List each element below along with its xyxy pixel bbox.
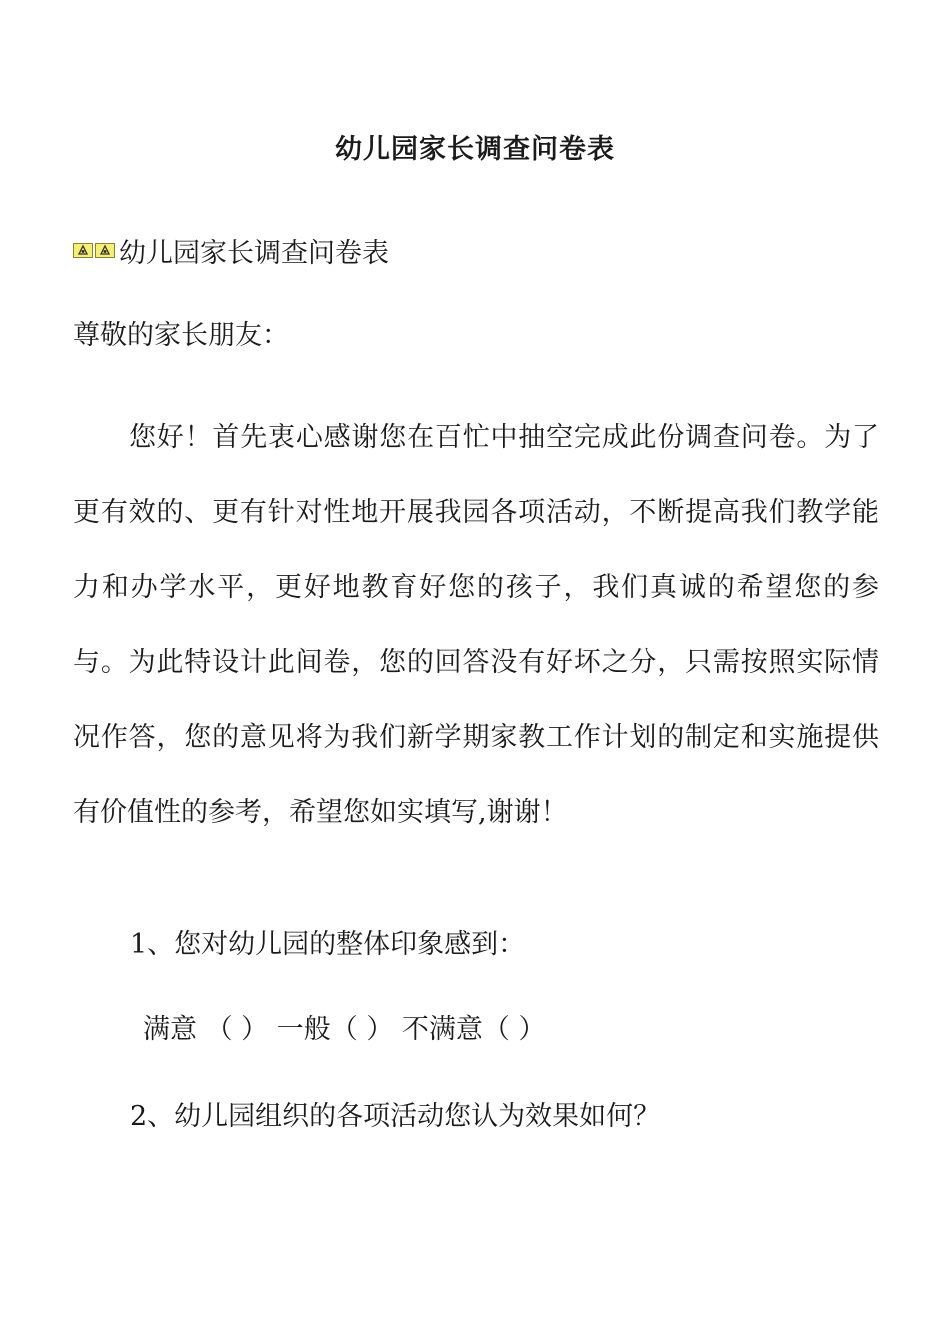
- marker-icon: [73, 243, 93, 258]
- marker-icons: [73, 243, 117, 258]
- greeting: 尊敬的家长朋友：: [73, 320, 289, 351]
- question-2: 2、幼儿园组织的各项活动您认为效果如何？: [130, 1101, 661, 1132]
- question-1: 1、您对幼儿园的整体印象感到：: [130, 929, 526, 960]
- intro-paragraph: 您好！首先衷心感谢您在百忙中抽空完成此份调查问卷。为了更有效的、更有针对性地开展我园各项活动，不断提高我们教学能力和办学水平，更好地教育好您的孩子，我们真诚的希望您的参与。为此特设计此间卷，您的回答没有好坏之分，只需按照实际情况作答，您的意见将为我们新学期家教工作计划的制定和实施提供有价值性的参考，希望您如实填写,谢谢！: [73, 422, 879, 828]
- question-1-options[interactable]: 满意 （ ） 一般（ ） 不满意（ ）: [143, 1014, 546, 1045]
- subtitle-row: [73, 230, 389, 270]
- marker-icon: [95, 243, 115, 258]
- document-title: 幼儿园家长调查问卷表: [335, 134, 615, 165]
- document-subtitle: 幼儿园家长调查问卷表: [119, 237, 389, 269]
